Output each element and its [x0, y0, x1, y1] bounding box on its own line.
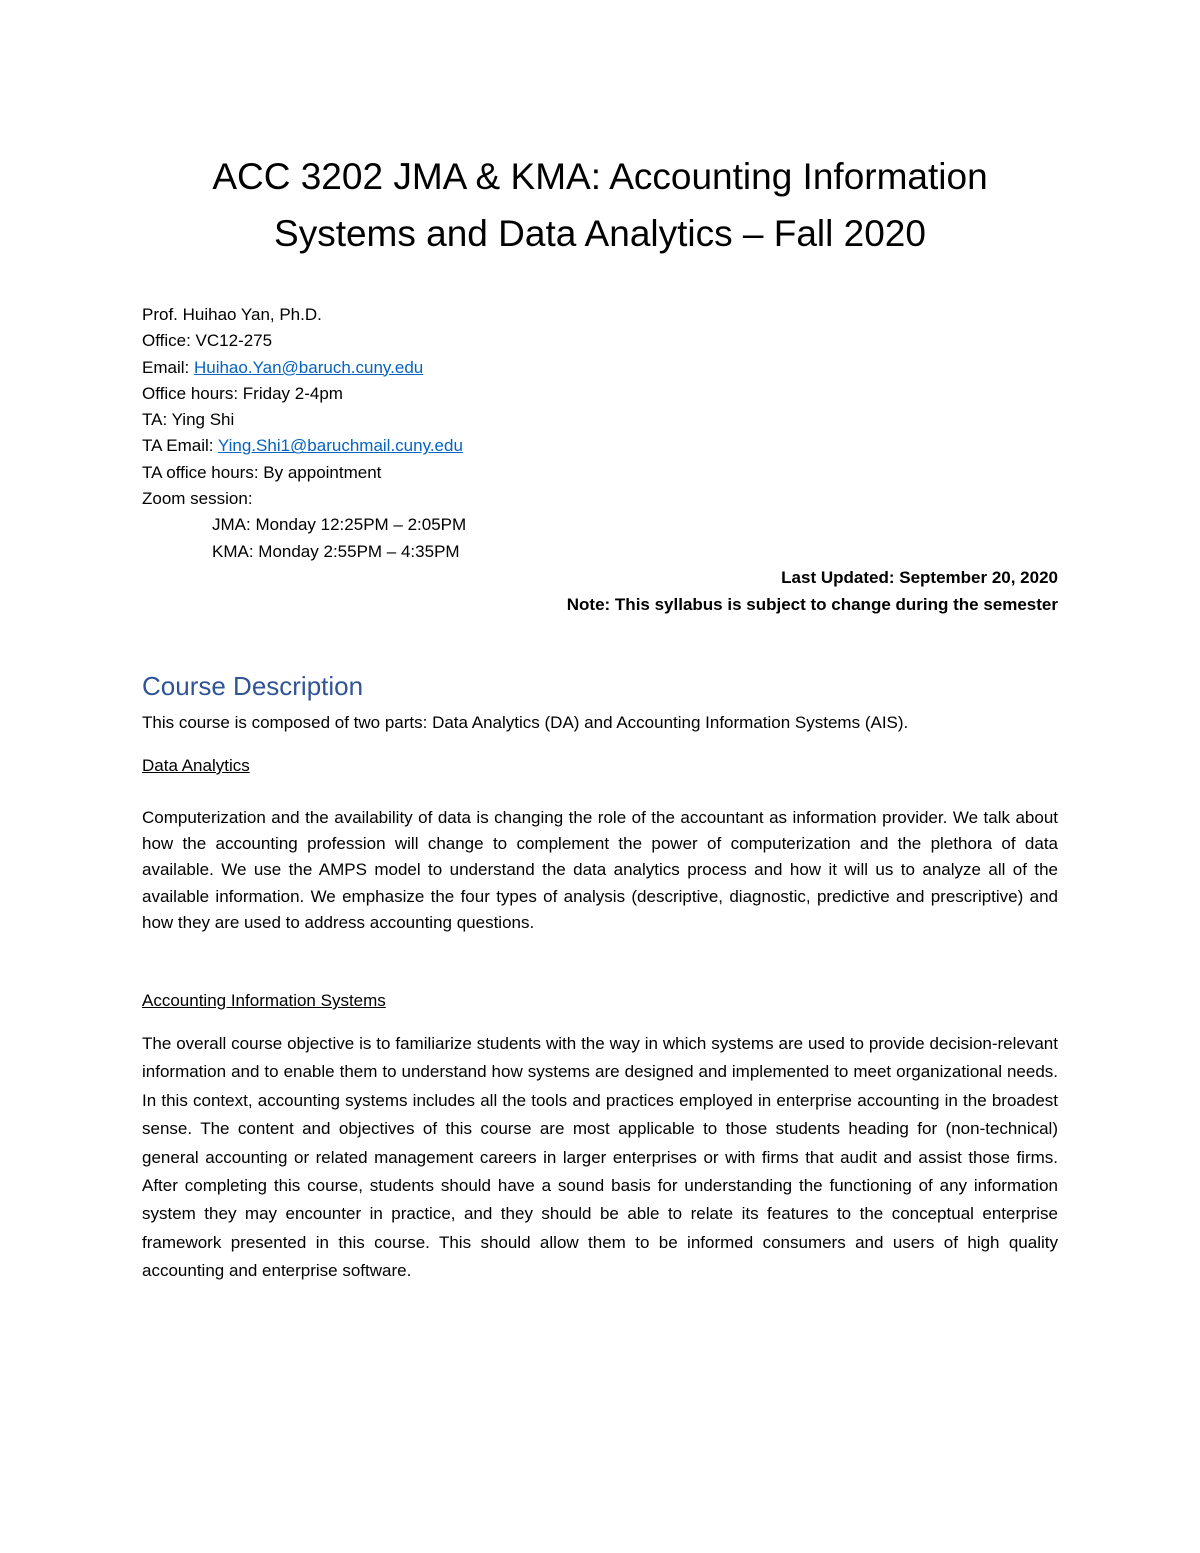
ta-office-hours: TA office hours: By appointment	[142, 462, 382, 482]
ta-email-link[interactable]: Ying.Shi1@baruchmail.cuny.edu	[217, 436, 463, 456]
professor-name: Prof. Huihao Yan, Ph.D.	[142, 305, 322, 324]
syllabus-note: Note: This syllabus is subject to change during the semester	[566, 594, 1058, 614]
update-notice	[500, 565, 1058, 618]
professor-email-line	[142, 355, 842, 381]
ta-email-label: TA Email:	[142, 436, 218, 456]
contact-info-block	[142, 302, 842, 565]
zoom-session-kma: KMA: Monday 2:55PM – 4:35PM	[212, 541, 460, 561]
zoom-session-jma: JMA: Monday 12:25PM – 2:05PM	[212, 515, 467, 535]
data-analytics-paragraph: Computerization and the availability of data is changing the role of the accountant as information provider. We talk about how the accounting profession will change to complement the power of computerization and the plethora of data available. We use the AMPS model to understand the data analytics process and how it will us to analyze all of the available information. We emphasize the four types of analysis (descriptive, diagnostic, predictive and prescriptive) and how they are used to address accounting questions.	[142, 808, 1058, 932]
course-description-heading: Course Description	[142, 671, 364, 701]
title-line-1: ACC 3202 JMA & KMA: Accounting Information	[212, 156, 988, 197]
ta-name: TA: Ying Shi	[142, 410, 235, 430]
ta-email-line	[142, 433, 842, 459]
data-analytics-heading: Data Analytics	[142, 756, 250, 775]
document-title	[140, 148, 1060, 262]
last-updated: Last Updated: September 20, 2020	[781, 568, 1058, 587]
course-description-intro: This course is composed of two parts: Data Analytics (DA) and Accounting Information Systems (AIS).	[142, 713, 909, 732]
office-location: Office: VC12-275	[142, 331, 273, 351]
zoom-session-label: Zoom session:	[142, 489, 253, 509]
email-label: Email:	[142, 357, 194, 377]
title-line-2: Systems and Data Analytics – Fall 2020	[274, 213, 926, 254]
ais-heading: Accounting Information Systems	[142, 991, 386, 1010]
professor-email-link[interactable]: Huihao.Yan@baruch.cuny.edu	[193, 357, 424, 377]
office-hours: Office hours: Friday 2-4pm	[142, 383, 343, 403]
ais-paragraph: The overall course objective is to familiarize students with the way in which systems are used to provide decision-relevant information and to enable them to understand how systems are designed and implemented to meet organizational needs. In this context, accounting systems includes all the tools and practices employed in enterprise accounting in the broadest sense. The content and objectives of this course are most applicable to those students heading for (non-technical) general accounting or related management careers in larger enterprises or with firms that audit and assist those firms. After completing this course, students should have a sound basis for understanding the functioning of any information system they may encounter in practice, and they should be able to relate its features to the conceptual enterprise framework presented in this course. This should allow them to be informed consumers and users of high quality accounting and enterprise software.	[142, 1034, 1058, 1281]
